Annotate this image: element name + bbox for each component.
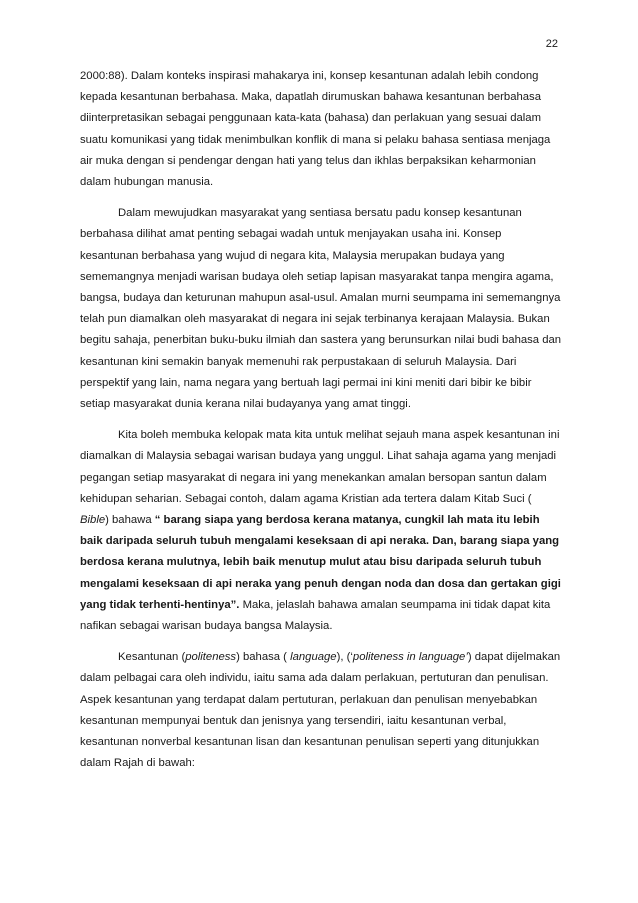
- italic-term: politeness in language’: [352, 651, 468, 664]
- text-run: ), (‘: [336, 651, 353, 664]
- text-run: ) bahawa: [105, 514, 155, 527]
- text-run: ) dapat dijelmakan dalam pelbagai cara oleh individu, iaitu sama ada dalam perlakuan, pertuturan dan penulisan. Aspek kesantunan yang terdapat dalam pertuturan, perlakuan dan penulisan menyebabkan kesantunan mempunyai bentuk dan jenisnya yang tersendiri, iaitu kesantunan verbal, kesantunan nonverbal kesantunan lisan dan kesantunan penulisan seperti yang ditunjukkan dalam Rajah di bawah:: [80, 651, 561, 770]
- paragraph-3: [80, 425, 562, 637]
- page-number: 22: [545, 38, 558, 50]
- paragraph-1: [80, 66, 562, 193]
- italic-term: Bible: [80, 514, 106, 527]
- text-run: 2000:88). Dalam konteks inspirasi mahakarya ini, konsep kesantunan adalah lebih condong kepada kesantunan berbahasa. Maka, dapatlah dirumuskan bahawa kesantunan berbahasa diinterpretasikan sebagai penggunaan kata-kata (bahasa) dan perlakuan yang sesuai dalam suatu komunikasi yang tidak menimbulkan konflik di mana si pelaku bahasa sentiasa menjaga air muka dengan si pendengar dengan hati yang telus dan ikhlas berpaksikan keharmonian dalam hubungan manusia.: [80, 70, 551, 189]
- text-run: Dalam mewujudkan masyarakat yang sentiasa bersatu padu konsep kesantunan berbahasa dilihat amat penting sebagai wadah untuk menjayakan usaha ini. Konsep kesantunan berbahasa yang wujud di negara kita, Malaysia merupakan budaya yang sememangnya menjadi warisan budaya oleh setiap lapisan masyarakat tanpa mengira agama, bangsa, budaya dan keturunan mahupun asal-usul. Amalan murni seumpama ini sememangnya telah pun diamalkan oleh masyarakat di negara ini sejak terbinanya kerajaan Malaysia. Bukan begitu sahaja, penerbitan buku-buku ilmiah dan sastera yang berunsurkan nilai budi bahasa dan kesantunan kini semakin banyak memenuhi rak perpustakaan di seluruh Malaysia. Dari perspektif yang lain, nama negara yang bertuah lagi permai ini kini meniti dari bibir ke bibir setiap masyarakat dunia kerana nilai budayanya yang amat tinggi.: [80, 207, 562, 411]
- italic-term: politeness: [185, 651, 237, 664]
- paragraph-2: [80, 203, 562, 415]
- text-run: ) bahasa (: [236, 651, 291, 664]
- text-run: Maka, jelaslah bahawa amalan seumpama ini tidak dapat kita nafikan sebagai warisan budaya bangsa Malaysia.: [80, 598, 551, 633]
- bold-quote: “ barang siapa yang berdosa kerana matanya, cungkil lah mata itu lebih baik daripada seluruh tubuh mengalami keseksaan di api neraka. Dan, barang siapa yang berdosa kerana mulutnya, lebih baik menutup mulut atau bisu daripada seluruh tubuh mengalami keseksaan di api neraka yang penuh dengan noda dan dosa dan gertakan gigi yang tidak terhenti-hentinya”.: [80, 514, 561, 611]
- paragraph-4: [80, 647, 562, 774]
- document-body: [80, 66, 562, 785]
- italic-term: language: [290, 651, 337, 664]
- text-run: Kita boleh membuka kelopak mata kita untuk melihat sejauh mana aspek kesantunan ini diamalkan di Malaysia sebagai warisan budaya yang unggul. Lihat sahaja agama yang menjadi pegangan setiap masyarakat di negara ini yang menekankan amalan bersopan santun dalam kehidupan seharian. Sebagai contoh, dalam agama Kristian ada tertera dalam Kitab Suci (: [80, 429, 560, 505]
- text-run: Kesantunan (: [118, 651, 186, 664]
